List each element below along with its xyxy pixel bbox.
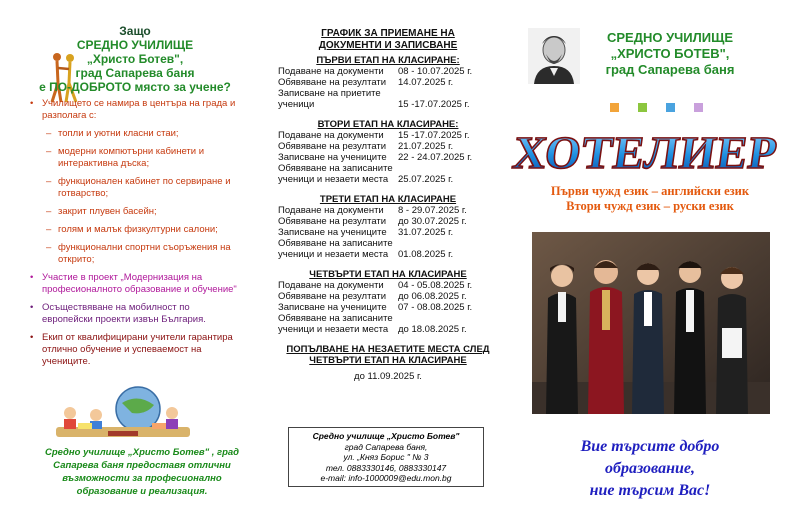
title-question: е ПО-ДОБРОТО място за учене? <box>39 80 231 94</box>
list-item: • Училището се намира в центъра на града и разполага с: <box>30 98 236 121</box>
first-language: Първи чужд език – английски език <box>550 184 750 198</box>
table-row: Подаване на документи 04 - 05.08.2025 г. <box>278 280 473 291</box>
list-item: – топли и уютни класни стаи; <box>46 128 179 139</box>
table-row: ученици и незаети места 25.07.2025 г. <box>278 174 454 185</box>
table-row: Обявяване на резултати 21.07.2025 г. <box>278 141 454 152</box>
right-school-title: СРЕДНО УЧИЛИЩЕ „ХРИСТО БОТЕВ", град Сапарева баня <box>605 30 735 77</box>
stage-2 <box>278 119 498 185</box>
slogan: Вие търсите добро образование, ние търсим Вас! <box>580 438 720 499</box>
title-school: СРЕДНО УЧИЛИЩЕ <box>76 38 194 52</box>
stage-4 <box>278 269 498 335</box>
table-row: Обявяване на резултати до 06.08.2025 г. <box>278 291 467 302</box>
table-row: Обявяване на записаните <box>278 313 393 324</box>
table-row: Подаване на документи 15 -17.07.2025 г. <box>278 130 470 141</box>
title-why: Защо <box>119 24 151 38</box>
address-phone: тел. 0883330146, 0883330147 <box>325 462 447 473</box>
address-town: град Сапарева баня, <box>344 441 428 452</box>
languages <box>530 184 770 214</box>
fill-date: до 11.09.2025 г. <box>354 371 422 382</box>
table-row: ученици 15 -17.07.2025 г. <box>278 99 470 110</box>
children-reading-icon <box>48 383 198 443</box>
left-title <box>20 24 250 94</box>
table-row: Обявяване на записаните <box>278 163 393 174</box>
list-item: – функционални спортни съоръжения на открито; <box>46 242 231 265</box>
stage-3 <box>278 194 498 260</box>
list-item: – голям и малък физкултурни салони; <box>46 224 218 235</box>
stage-heading: ВТОРИ ЕТАП НА КЛАСИРАНЕ: <box>317 119 459 130</box>
table-row: Обявяване на резултати до 30.07.2025 г. <box>278 216 467 227</box>
address-box <box>288 427 484 487</box>
second-language: Втори чужд език – руски език <box>566 199 734 213</box>
decor-square <box>610 103 619 112</box>
list-item: • Участие в проект „Модернизация на професионалното образование и обучение" <box>30 272 237 295</box>
stage-heading: ТРЕТИ ЕТАП НА КЛАСИРАНЕ <box>319 194 457 205</box>
address-street: ул. „Княз Борис " № 3 <box>343 452 429 462</box>
stage-heading: ПЪРВИ ЕТАП НА КЛАСИРАНЕ: <box>316 55 460 66</box>
table-row: Обявяване на резултати 14.07.2025 г. <box>278 77 454 88</box>
list-item: – модерни компютърни кабинети и интерактивна дъска; <box>46 146 205 169</box>
fill-vacancies: ПОПЪЛВАНЕ НА НЕЗАЕТИТЕ МЕСТА СЛЕД ЧЕТВЪРТИ ЕТАП НА КЛАСИРАНЕ до 11.09.2025 г. <box>278 344 498 382</box>
decor-square <box>666 103 675 112</box>
profession-wordart <box>509 120 782 182</box>
address-email: e-mail: info-1000009@edu.mon.bg <box>320 473 452 483</box>
list-item: • Екип от квалифицирани учители гарантира отлично обучение и успеваемост на учениците. <box>30 332 233 367</box>
table-row: Обявяване на записаните <box>278 238 393 249</box>
table-row: Записване на приетите <box>278 88 381 99</box>
stage-heading: ЧЕТВЪРТИ ЕТАП НА КЛАСИРАНЕ <box>309 269 467 280</box>
table-row: Записване на учениците 22 - 24.07.2025 г. <box>278 152 473 163</box>
svg-text:ХОТЕЛИЕР: ХОТЕЛИЕР <box>509 127 782 178</box>
table-row: Записване на учениците 07 - 08.08.2025 г. <box>278 302 473 313</box>
decor-square <box>638 103 647 112</box>
address-school: Средно училище „Христо Ботев" <box>312 431 460 441</box>
list-item: – закрит плувен басейн; <box>46 206 157 217</box>
portrait-icon <box>528 28 580 84</box>
table-row: ученици и незаети места 01.08.2025 г. <box>278 249 454 260</box>
table-row: Записване на учениците 31.07.2025 г. <box>278 227 454 238</box>
table-row: Подаване на документи 8 - 29.07.2025 г. <box>278 205 467 216</box>
left-footer: Средно училище „Христо Ботев" , град Сапарева баня предоставя отлични възможности за професионално образование и реализация. <box>44 447 240 497</box>
title-school-name: „Христо Ботев", <box>86 52 184 66</box>
list-item: • Осъществяване на мобилност по европейски проекти извън България. <box>30 302 206 325</box>
admission-schedule <box>278 28 498 382</box>
table-row: Подаване на документи 08 - 10.07.2025 г. <box>278 66 473 77</box>
list-item: – функционален кабинет по сервиране и готварство; <box>46 176 231 199</box>
stage-1 <box>278 55 498 110</box>
table-row: ученици и незаети места до 18.08.2025 г. <box>278 324 467 335</box>
staff-photo <box>532 232 770 414</box>
decor-square <box>694 103 703 112</box>
title-town: град Сапарева баня <box>75 66 195 80</box>
schedule-title: ГРАФИК ЗА ПРИЕМАНЕ НА ДОКУМЕНТИ И ЗАПИСВАНЕ <box>318 28 458 51</box>
advantages-list <box>28 98 243 374</box>
